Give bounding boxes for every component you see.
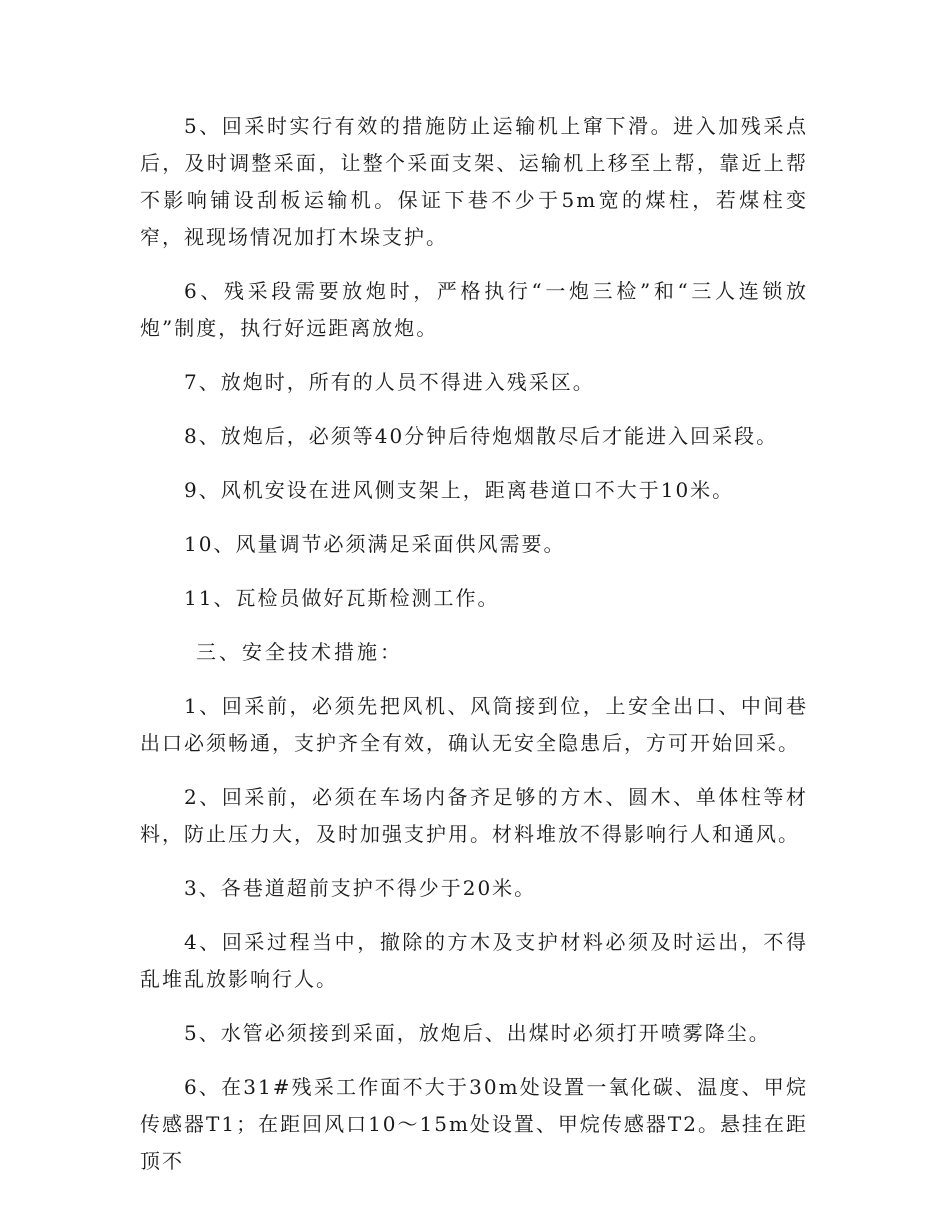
measure-item-3: 3、各巷道超前支护不得少于20米。 xyxy=(184,876,537,900)
measure-item-6: 6、在31#残采工作面不大于30m处设置一氧化碳、温度、甲烷传感器T1；在距回风口10～15m处设置、甲烷传感器T2。悬挂在距顶不 xyxy=(140,1075,808,1173)
section-heading: 三、安全技术措施： xyxy=(196,640,403,664)
paragraph-item-10: 10、风量调节必须满足采面供风需要。 xyxy=(184,532,566,556)
measure-item-1: 1、回采前，必须先把风机、风筒接到位，上安全出口、中间巷出口必须畅通，支护齐全有效，确认无安全隐患后，方可开始回采。 xyxy=(140,694,808,755)
paragraph-item-7: 7、放炮时，所有的人员不得进入残采区。 xyxy=(184,370,595,394)
paragraph-item-5: 5、回采时实行有效的措施防止运输机上窜下滑。进入加残采点后，及时调整采面，让整个采面支架、运输机上移至上帮，靠近上帮不影响铺设刮板运输机。保证下巷不少于5m宽的煤柱，若煤柱变窄，视现场情况加打木垛支护。 xyxy=(140,114,808,249)
paragraph-item-8: 8、放炮后，必须等40分钟后待炮烟散尽后才能进入回采段。 xyxy=(184,424,779,448)
document-body xyxy=(140,108,808,1197)
paragraph-item-11: 11、瓦检员做好瓦斯检测工作。 xyxy=(184,586,500,610)
measure-item-5: 5、水管必须接到采面，放炮后、出煤时必须打开喷雾降尘。 xyxy=(184,1021,771,1045)
paragraph-item-9: 9、风机安设在进风侧支架上，距离巷道口不大于10米。 xyxy=(184,478,735,502)
measure-item-2: 2、回采前，必须在车场内备齐足够的方木、圆木、单体柱等材料，防止压力大，及时加强支护用。材料堆放不得影响行人和通风。 xyxy=(140,785,808,846)
paragraph-item-6: 6、残采段需要放炮时，严格执行“一炮三检”和“三人连锁放炮”制度，执行好远距离放炮。 xyxy=(140,279,808,340)
measure-item-4: 4、回采过程当中，撤除的方木及支护材料必须及时运出，不得乱堆乱放影响行人。 xyxy=(140,930,808,991)
